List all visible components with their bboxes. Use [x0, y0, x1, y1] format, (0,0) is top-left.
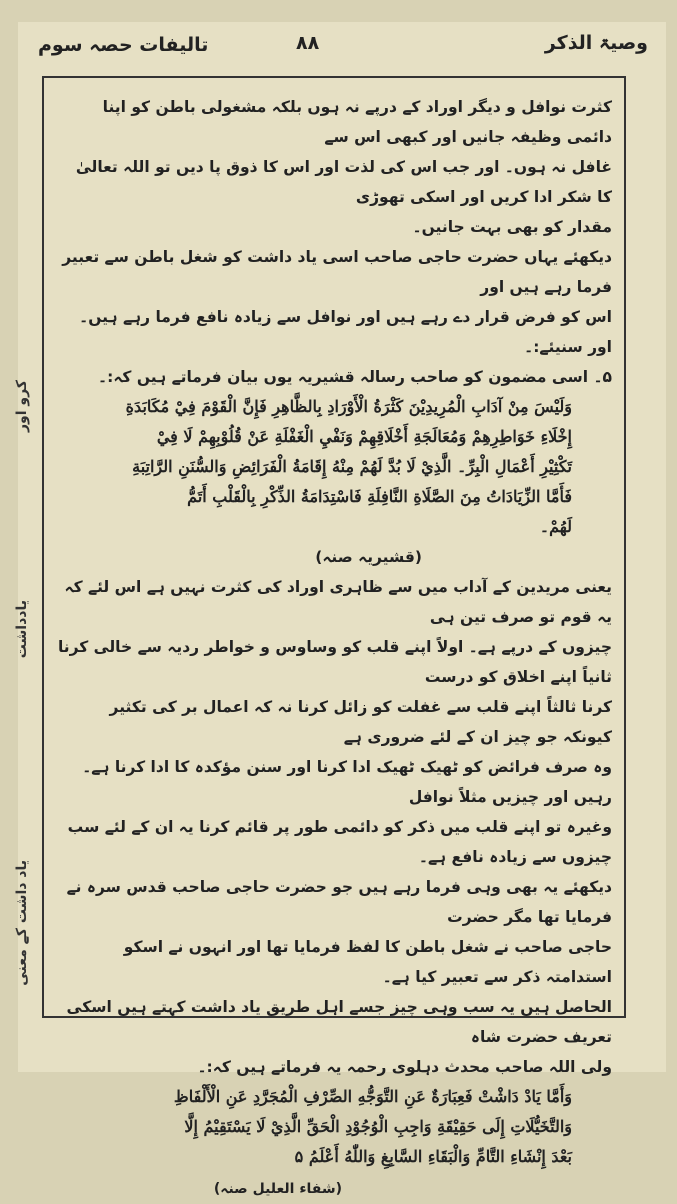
text-line: غافل نہ ہوں۔ اور جب اس کی لذت اور اس کا ذوق پا دیں تو اللہ تعالیٰ کا شکر ادا کریں اور اسکی تھوڑی: [75, 158, 612, 206]
text-line: اس کو فرض قرار دے رہے ہیں اور نوافل سے زیادہ نافع فرما رہے ہیں۔ اور سنیئے:۔: [79, 308, 612, 356]
arabic-quote-line: فَأَمَّا الزِّيَادَاتُ مِنَ الصَّلَاةِ النَّافِلَةِ فَاسْتِدَامَةُ الذِّكْرِ بِالْقَلْبِ أَتَمُّ: [187, 487, 572, 506]
text-line: دیکھئے یہاں حضرت حاجی صاحب اسی یاد داشت کو شغل باطن سے تعبیر فرما رہے ہیں اور: [62, 248, 612, 296]
page-header: [28, 30, 648, 66]
text-line: وغیرہ تو اپنے قلب میں ذکر کو دائمی طور پر قائم کرنا یہ ان کے لئے سب چیزوں سے زیادہ نافع ہے۔: [67, 818, 612, 866]
arabic-quote-line: لَهُمْ۔: [539, 517, 572, 536]
text-line: مقدار کو بھی بہت جانیں۔: [412, 218, 612, 236]
text-line: چیزوں کے درپے ہے۔ اولاً اپنے قلب کو وساوس و خواطر ردیہ سے خالی کرنا ثانیاً اپنے اخلاق کو درست: [57, 638, 612, 686]
text-line: کثرت نوافل و دیگر اوراد کے درپے نہ ہوں بلکہ مشغولی باطن کو اپنا دائمی وظیفہ جانیں اور کبھی اس سے: [102, 98, 612, 146]
arabic-quote-line: وَالتَّخَيُّلَاتِ إِلَى حَقِيْقَةِ وَاجِبِ الْوُجُوْدِ الْحَقِّ الَّذِيْ لَا يَسْتَقِيْمُ إِلَّا: [184, 1117, 572, 1136]
header-chapter-title: وصیۃ الذکر: [544, 32, 648, 54]
text-line: الحاصل ہیں یہ سب وہی چیز جسے اہل طریق یاد داشت کہتے ہیں اسکی تعریف حضرت شاہ: [66, 998, 612, 1046]
margin-note-3: یاد داشت کے معنی: [14, 860, 30, 986]
text-line: ولی اللہ صاحب محدث دہلوی رحمہ یہ فرماتے ہیں کہ:۔: [197, 1058, 612, 1076]
text-line: دیکھئے یہ بھی وہی فرما رہے ہیں جو حضرت حاجی صاحب قدس سرہ نے فرمایا تھا مگر حضرت: [66, 878, 612, 926]
text-line: وہ صرف فرائض کو ٹھیک ٹھیک ادا کرنا اور سنن مؤکدہ کا ادا کرنا ہے۔ رہیں اور چیزیں مثلاً نوافل: [82, 758, 612, 806]
page-number: ۸۸: [296, 32, 320, 54]
reference-citation: (قشیریہ صنہ): [315, 548, 422, 566]
text-line: حاجی صاحب نے شغل باطن کا لفظ فرمایا تھا اور انہوں نے اسکو استدامتہ ذکر سے تعبیر کیا ہے۔: [123, 938, 612, 986]
arabic-quote-line: تَكْثِيْرِ أَعْمَالِ الْبِرِّ۔ الَّذِيْ لَا بُدَّ لَهُمْ مِنْهُ إِقَامَةُ الْفَرَائِضِ وَالسُّنَنِ الرَّاتِبَةِ: [132, 457, 572, 476]
body-text: [56, 92, 612, 1204]
margin-note-1: کرو اور: [14, 380, 30, 432]
arabic-quote-line: وَأَمَّا يَادْ دَاشْتْ فَعِبَارَةٌ عَنِ التَّوَجُّهِ الصِّرْفِ الْمُجَرَّدِ عَنِ الْأَلْفَاظِ: [173, 1087, 572, 1106]
text-line: یعنی مریدین کے آداب میں سے ظاہری اوراد کی کثرت نہیں ہے اس لئے کہ یہ قوم تو صرف تین ہی: [64, 578, 612, 626]
text-line: کرنا ثالثاً اپنے قلب سے غفلت کو زائل کرنا نہ کہ اعمال بر کی تکثیر کیونکہ جو چیز ان کے لئے ضروری ہے: [109, 698, 612, 746]
arabic-quote-line: بَعْدَ إِنْشَاءِ التَّامِّ وَالْبَقَاءِ السَّابِغِ وَاللّٰهُ أَعْلَمُ ۵: [294, 1147, 572, 1166]
margin-note-2: یادداشت: [14, 600, 30, 659]
text-line: ۵۔ اسی مضمون کو صاحب رسالہ قشیریہ یوں بیان فرماتے ہیں کہ:۔: [98, 368, 612, 386]
arabic-quote-line: إِخْلَاءِ خَوَاطِرِهِمْ وَمُعَالَجَةِ أَخْلَاقِهِمْ وَنَفْيِ الْغَفْلَةِ عَنْ قُلُوْبِهِمْ لَا فِيْ: [156, 427, 572, 446]
reference-citation: (شفاء العلیل صنہ): [213, 1181, 342, 1197]
header-book-title: تالیفات حصہ سوم: [38, 34, 209, 56]
arabic-quote-line: وَلَيْسَ مِنْ آدَابِ الْمُرِيدِيْنَ كَثْرَةُ الْأَوْرَادِ بِالظَّاهِرِ فَإِنَّ الْقَوْمَ فِيْ مُكَابَدَةِ: [125, 397, 572, 416]
